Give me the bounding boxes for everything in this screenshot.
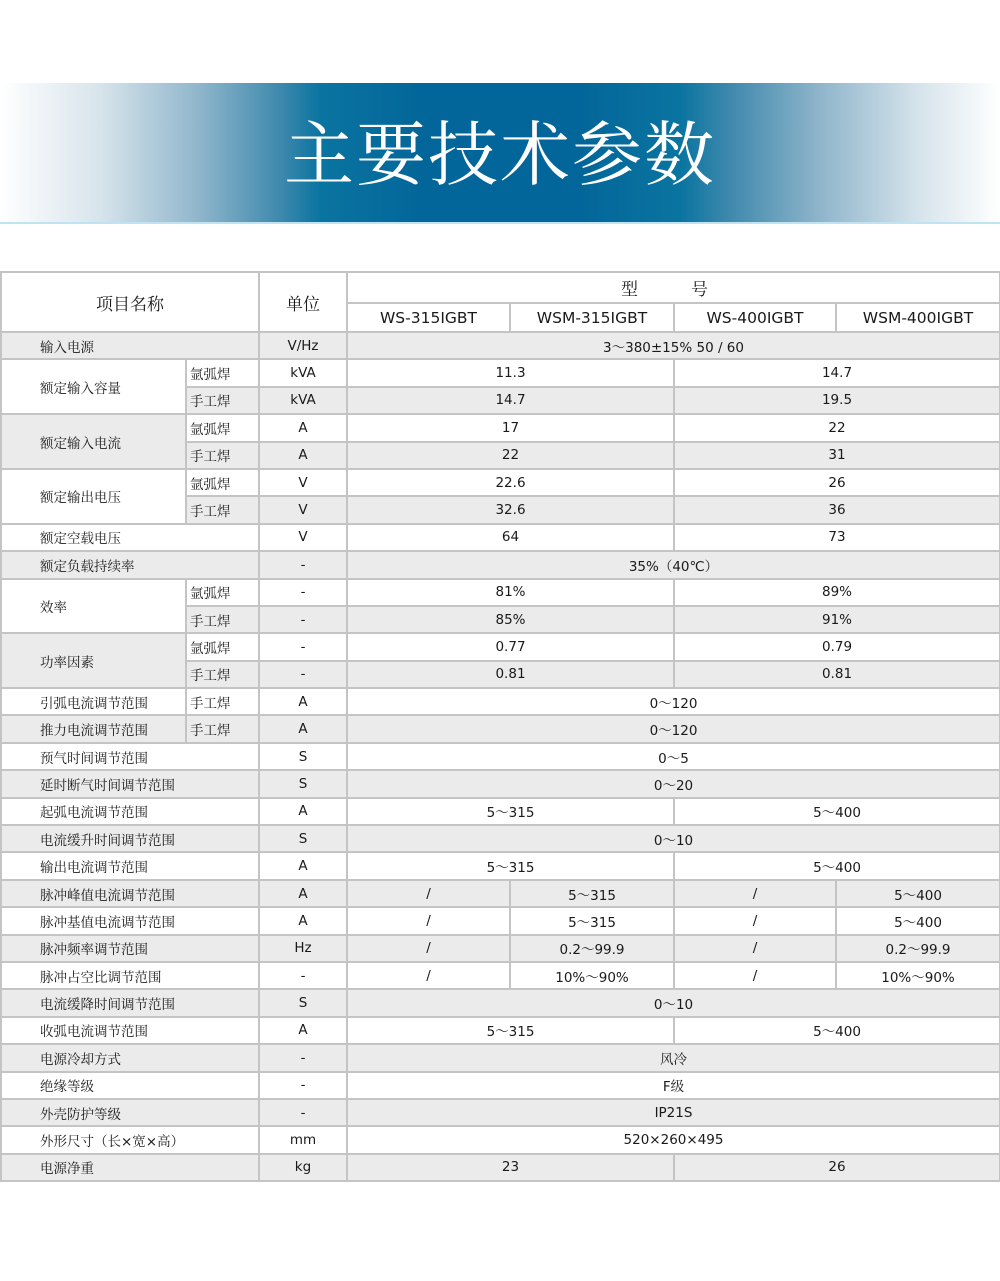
row-value: 3～380±15% 50 / 60 bbox=[347, 332, 1000, 359]
row-value-ws400: / bbox=[674, 962, 836, 989]
table-row bbox=[1, 798, 1000, 825]
row-unit: kVA bbox=[259, 387, 347, 414]
row-mode: 氩弧焊 bbox=[186, 579, 259, 606]
header-item-name: 项目名称 bbox=[1, 272, 259, 332]
row-unit: A bbox=[259, 688, 347, 715]
row-value-ws400: / bbox=[674, 935, 836, 962]
table-row bbox=[1, 1099, 1000, 1126]
row-value-400: 31 bbox=[674, 442, 1000, 469]
row-unit: - bbox=[259, 1044, 347, 1071]
row-value-315: 64 bbox=[347, 524, 674, 551]
table-row bbox=[1, 825, 1000, 852]
row-value-wsm315: 5～315 bbox=[510, 880, 674, 907]
row-value-400: 5～400 bbox=[674, 798, 1000, 825]
row-value-315: 5～315 bbox=[347, 1017, 674, 1044]
row-value-400: 36 bbox=[674, 496, 1000, 523]
row-group-label: 效率 bbox=[1, 579, 186, 634]
row-group-label: 功率因素 bbox=[1, 633, 186, 688]
row-value-315: 11.3 bbox=[347, 359, 674, 386]
row-mode: 氩弧焊 bbox=[186, 414, 259, 441]
row-unit: - bbox=[259, 606, 347, 633]
row-label: 额定负载持续率 bbox=[1, 551, 259, 578]
row-unit: - bbox=[259, 1072, 347, 1099]
row-value-400: 5～400 bbox=[674, 1017, 1000, 1044]
row-mode: 氩弧焊 bbox=[186, 359, 259, 386]
row-unit: A bbox=[259, 880, 347, 907]
row-value: 风冷 bbox=[347, 1044, 1000, 1071]
table-row bbox=[1, 715, 1000, 742]
row-value-315: 14.7 bbox=[347, 387, 674, 414]
row-value: 0～20 bbox=[347, 770, 1000, 797]
table-row bbox=[1, 1072, 1000, 1099]
row-value-ws315: / bbox=[347, 935, 510, 962]
header-model-ws400: WS-400IGBT bbox=[674, 303, 836, 332]
row-value-ws400: / bbox=[674, 907, 836, 934]
table-row bbox=[1, 935, 1000, 962]
row-mode: 氩弧焊 bbox=[186, 469, 259, 496]
row-unit: S bbox=[259, 770, 347, 797]
row-value: 0～5 bbox=[347, 743, 1000, 770]
table-row bbox=[1, 332, 1000, 359]
row-unit: A bbox=[259, 798, 347, 825]
header-model: 型 号 bbox=[347, 272, 1000, 303]
row-value-wsm400: 5～400 bbox=[836, 880, 1000, 907]
table-row bbox=[1, 1017, 1000, 1044]
table-row bbox=[1, 880, 1000, 907]
row-mode: 氩弧焊 bbox=[186, 633, 259, 660]
row-value-315: 23 bbox=[347, 1154, 674, 1181]
table-row bbox=[1, 579, 1000, 606]
row-value-wsm400: 10%～90% bbox=[836, 962, 1000, 989]
row-unit: V/Hz bbox=[259, 332, 347, 359]
row-value-315: 22 bbox=[347, 442, 674, 469]
row-label: 脉冲占空比调节范围 bbox=[1, 962, 259, 989]
row-unit: S bbox=[259, 825, 347, 852]
table-row bbox=[1, 852, 1000, 879]
header-model-ws315: WS-315IGBT bbox=[347, 303, 510, 332]
row-value-ws315: / bbox=[347, 907, 510, 934]
table-row bbox=[1, 414, 1000, 441]
row-mode: 手工焊 bbox=[186, 688, 259, 715]
row-mode: 手工焊 bbox=[186, 606, 259, 633]
row-value-400: 19.5 bbox=[674, 387, 1000, 414]
row-value: 35%（40℃） bbox=[347, 551, 1000, 578]
row-value: 0～120 bbox=[347, 688, 1000, 715]
row-label: 预气时间调节范围 bbox=[1, 743, 259, 770]
table-row bbox=[1, 989, 1000, 1016]
table-row bbox=[1, 688, 1000, 715]
row-label: 电源净重 bbox=[1, 1154, 259, 1181]
row-value-315: 22.6 bbox=[347, 469, 674, 496]
row-unit: A bbox=[259, 715, 347, 742]
table-row bbox=[1, 359, 1000, 386]
row-value-400: 89% bbox=[674, 579, 1000, 606]
table-row bbox=[1, 1126, 1000, 1153]
row-value-400: 22 bbox=[674, 414, 1000, 441]
row-label: 脉冲峰值电流调节范围 bbox=[1, 880, 259, 907]
row-value: F级 bbox=[347, 1072, 1000, 1099]
row-value: 0～10 bbox=[347, 989, 1000, 1016]
row-value-wsm400: 0.2～99.9 bbox=[836, 935, 1000, 962]
row-mode: 手工焊 bbox=[186, 387, 259, 414]
row-label: 推力电流调节范围 bbox=[1, 715, 186, 742]
row-value: 520×260×495 bbox=[347, 1126, 1000, 1153]
row-value-wsm315: 5～315 bbox=[510, 907, 674, 934]
row-value-ws315: / bbox=[347, 880, 510, 907]
row-mode: 手工焊 bbox=[186, 715, 259, 742]
row-group-label: 额定输入电流 bbox=[1, 414, 186, 469]
row-value-315: 81% bbox=[347, 579, 674, 606]
row-label: 绝缘等级 bbox=[1, 1072, 259, 1099]
row-unit: A bbox=[259, 1017, 347, 1044]
row-unit: A bbox=[259, 414, 347, 441]
table-header-row bbox=[1, 272, 1000, 303]
table-row bbox=[1, 743, 1000, 770]
row-label: 收弧电流调节范围 bbox=[1, 1017, 259, 1044]
header-model-wsm400: WSM-400IGBT bbox=[836, 303, 1000, 332]
row-unit: - bbox=[259, 579, 347, 606]
table-row bbox=[1, 469, 1000, 496]
row-label: 电源冷却方式 bbox=[1, 1044, 259, 1071]
spec-table bbox=[0, 271, 1000, 1182]
row-value-400: 26 bbox=[674, 1154, 1000, 1181]
row-unit: mm bbox=[259, 1126, 347, 1153]
row-unit: V bbox=[259, 496, 347, 523]
row-unit: - bbox=[259, 661, 347, 688]
row-unit: S bbox=[259, 989, 347, 1016]
table-row bbox=[1, 1044, 1000, 1071]
row-unit: A bbox=[259, 907, 347, 934]
row-value-wsm400: 5～400 bbox=[836, 907, 1000, 934]
row-value-400: 73 bbox=[674, 524, 1000, 551]
row-value-ws315: / bbox=[347, 962, 510, 989]
row-value: 0～120 bbox=[347, 715, 1000, 742]
row-value-315: 5～315 bbox=[347, 852, 674, 879]
row-value-315: 32.6 bbox=[347, 496, 674, 523]
row-value-400: 26 bbox=[674, 469, 1000, 496]
row-value-400: 0.79 bbox=[674, 633, 1000, 660]
row-value: 0～10 bbox=[347, 825, 1000, 852]
title-banner bbox=[0, 83, 1000, 224]
page-title: 主要技术参数 bbox=[284, 113, 716, 196]
row-value-wsm315: 0.2～99.9 bbox=[510, 935, 674, 962]
row-group-label: 额定输入容量 bbox=[1, 359, 186, 414]
row-label: 外壳防护等级 bbox=[1, 1099, 259, 1126]
row-value-400: 5～400 bbox=[674, 852, 1000, 879]
row-label: 延时断气时间调节范围 bbox=[1, 770, 259, 797]
row-unit: V bbox=[259, 524, 347, 551]
row-unit: S bbox=[259, 743, 347, 770]
row-label: 输入电源 bbox=[1, 332, 259, 359]
table-row bbox=[1, 770, 1000, 797]
row-mode: 手工焊 bbox=[186, 442, 259, 469]
table-row bbox=[1, 1154, 1000, 1181]
row-value-wsm315: 10%～90% bbox=[510, 962, 674, 989]
header-unit: 单位 bbox=[259, 272, 347, 332]
row-unit: kg bbox=[259, 1154, 347, 1181]
row-mode: 手工焊 bbox=[186, 661, 259, 688]
table-row bbox=[1, 524, 1000, 551]
row-label: 外形尺寸（长×宽×高） bbox=[1, 1126, 259, 1153]
row-value: IP21S bbox=[347, 1099, 1000, 1126]
row-label: 起弧电流调节范围 bbox=[1, 798, 259, 825]
row-value-400: 14.7 bbox=[674, 359, 1000, 386]
table-row bbox=[1, 907, 1000, 934]
row-label: 脉冲频率调节范围 bbox=[1, 935, 259, 962]
row-value-315: 17 bbox=[347, 414, 674, 441]
row-unit: - bbox=[259, 962, 347, 989]
row-value-315: 85% bbox=[347, 606, 674, 633]
row-unit: - bbox=[259, 551, 347, 578]
row-label: 额定空载电压 bbox=[1, 524, 259, 551]
row-value-400: 0.81 bbox=[674, 661, 1000, 688]
row-label: 电流缓降时间调节范围 bbox=[1, 989, 259, 1016]
row-value-315: 5～315 bbox=[347, 798, 674, 825]
row-value-400: 91% bbox=[674, 606, 1000, 633]
row-unit: Hz bbox=[259, 935, 347, 962]
row-unit: V bbox=[259, 469, 347, 496]
row-group-label: 额定输出电压 bbox=[1, 469, 186, 524]
row-mode: 手工焊 bbox=[186, 496, 259, 523]
row-unit: A bbox=[259, 852, 347, 879]
row-unit: - bbox=[259, 1099, 347, 1126]
row-label: 脉冲基值电流调节范围 bbox=[1, 907, 259, 934]
row-unit: A bbox=[259, 442, 347, 469]
row-label: 输出电流调节范围 bbox=[1, 852, 259, 879]
header-model-wsm315: WSM-315IGBT bbox=[510, 303, 674, 332]
row-label: 引弧电流调节范围 bbox=[1, 688, 186, 715]
row-value-315: 0.81 bbox=[347, 661, 674, 688]
table-row bbox=[1, 633, 1000, 660]
row-unit: - bbox=[259, 633, 347, 660]
row-label: 电流缓升时间调节范围 bbox=[1, 825, 259, 852]
table-row bbox=[1, 551, 1000, 578]
row-value-ws400: / bbox=[674, 880, 836, 907]
row-unit: kVA bbox=[259, 359, 347, 386]
table-row bbox=[1, 962, 1000, 989]
row-value-315: 0.77 bbox=[347, 633, 674, 660]
